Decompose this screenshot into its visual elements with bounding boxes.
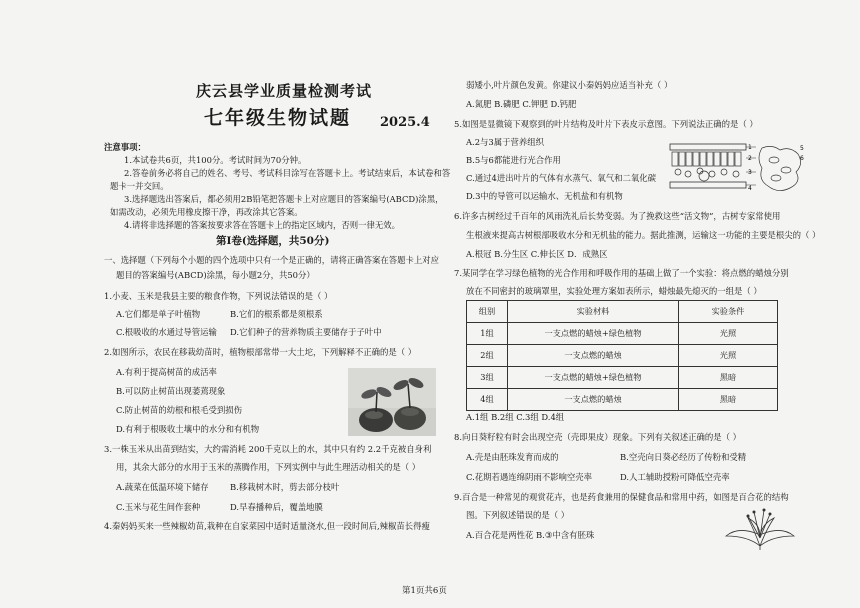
table-cell: 光照 xyxy=(679,345,778,367)
option-a: A.有利于提高树苗的成活率 xyxy=(116,367,217,377)
option-b: B.空壳向日葵必经历了传粉和受精 xyxy=(620,452,747,462)
notice-line: 1.本试卷共6页，共100分。考试时间为70分钟。 xyxy=(124,155,307,165)
option-b: B.5与6都能进行光合作用 xyxy=(466,155,561,165)
table-header-cell: 实验材料 xyxy=(508,301,679,323)
table-cell: 黑暗 xyxy=(679,367,778,389)
option-b: B.可以防止树苗出现萎蔫现象 xyxy=(116,386,226,396)
option-c: C.通过4进出叶片的气体有水蒸气、氧气和二氧化碳 xyxy=(466,173,656,183)
table-cell: 一支点燃的蜡烛 xyxy=(508,345,679,367)
table-cell: 一支点燃的蜡烛 xyxy=(508,389,679,411)
question-stem: 9.百合是一种常见的观赏花卉，也是药食兼用的保健食品和常用中药，如图是百合花的结构 xyxy=(454,492,789,502)
question-stem: 图。下列叙述错误的是（ ） xyxy=(466,510,570,520)
options-row: A.1组 B.2组 C.3组 D.4组 xyxy=(466,412,565,422)
question-stem: 弱矮小,叶片颜色发黄。你建议小秦妈妈应适当补充（ ） xyxy=(466,80,673,90)
table-cell: 光照 xyxy=(679,323,778,345)
question-stem: 生根液来提高古树根部吸收水分和无机盐的能力。据此推测，运输这一功能的主要是根尖的（ ） xyxy=(466,230,821,240)
table-cell: 2组 xyxy=(467,345,508,367)
option-a: A.壳是由胚珠发育而成的 xyxy=(466,452,559,462)
notice-line: 3.选择题选出答案后，都必须用2B铅笔把答题卡上对应题目的答案编号(ABCD)涂黑， xyxy=(124,194,444,204)
question-stem: 3.一株玉米从出苗到结实，大约需消耗 200千克以上的水，其中只有约 2.2千克被自身利 xyxy=(104,444,432,454)
label-4: 4 xyxy=(748,185,752,192)
table-cell: 黑暗 xyxy=(679,389,778,411)
seedling-transplant-image xyxy=(348,368,436,436)
notice-line: 题卡一并交回。 xyxy=(110,181,169,191)
label-3: 3 xyxy=(748,169,752,176)
table-cell: 一支点燃的蜡烛+绿色植物 xyxy=(508,323,679,345)
table-cell: 一支点燃的蜡烛+绿色植物 xyxy=(508,367,679,389)
exam-title: 庆云县学业质量检测考试 xyxy=(196,82,373,100)
section-instruction: 一、选择题（下列每个小题的四个选项中只有一个是正确的，请将正确答案在答题卡上对应 xyxy=(104,255,439,265)
table-row xyxy=(467,345,778,367)
experiment-table xyxy=(466,300,778,411)
question-stem: 用，其余大部分的水用于玉米的蒸腾作用，下列实例中与此生理活动相关的是（ ） xyxy=(116,462,421,472)
option-d: D.它们种子的营养物质主要储存于子叶中 xyxy=(230,327,382,337)
lily-flower-diagram xyxy=(718,506,802,550)
table-header-cell: 实验条件 xyxy=(679,301,778,323)
notice-heading: 注意事项： xyxy=(104,142,146,152)
options-row: A.氮肥 B.磷肥 C.钾肥 D.钙肥 xyxy=(466,99,577,109)
table-header-row xyxy=(467,301,778,323)
page-number: 第1页共6页 xyxy=(402,586,447,596)
question-stem: 1.小麦、玉米是我县主要的粮食作物，下列说法错误的是（ ） xyxy=(104,291,333,301)
table-header-cell: 组别 xyxy=(467,301,508,323)
option-c: C.根吸收的水通过导管运输 xyxy=(116,327,217,337)
question-stem: 放在不同密封的玻璃罩里，实验处理方案如表所示，蜡烛最先熄灭的一组是（ ） xyxy=(466,286,762,296)
option-d: D.有利于根吸收土壤中的水分和有机物 xyxy=(116,424,260,434)
question-stem: 5.如图是显微镜下观察到的叶片结构及叶片下表皮示意图。下列说法正确的是（ ） xyxy=(454,119,758,129)
table-cell: 3组 xyxy=(467,367,508,389)
question-stem: 2.如图所示，农民在移栽幼苗时，植物根部常带一大土坨，下列解释不正确的是（ ） xyxy=(104,347,417,357)
option-b: B.移栽树木时，剪去部分枝叶 xyxy=(230,482,340,492)
table-cell: 4组 xyxy=(467,389,508,411)
table-row xyxy=(467,367,778,389)
notice-line: 4.请将非选择题的答案按要求答在答题卡上的指定区域内，否则一律无效。 xyxy=(124,220,400,230)
option-d: D.人工辅助授粉可降低空壳率 xyxy=(620,472,730,482)
options-row: A.百合花是两性花 B.③中含有胚珠 xyxy=(466,530,595,540)
option-d: D.早春播种后，覆盖地膜 xyxy=(230,502,323,512)
notice-line: 2.答卷前务必将自己的姓名、考号、考试科目涂写在答题卡上。考试结束后，本试卷和答 xyxy=(124,168,451,178)
label-1: 1 xyxy=(748,144,752,151)
notice-line: 如需改动，必须先用橡皮擦干净，再改涂其它答案。 xyxy=(110,207,303,217)
option-a: A.它们都是单子叶植物 xyxy=(116,309,201,319)
part-title: 第Ⅰ卷(选择题，共50分) xyxy=(216,235,330,247)
option-c: C.防止树苗的幼根和根毛受到损伤 xyxy=(116,405,243,415)
options-row: A.根冠 B.分生区 C.伸长区 D．成熟区 xyxy=(466,249,608,259)
table-cell: 1组 xyxy=(467,323,508,345)
option-d: D.3中的导管可以运输水、无机盐和有机物 xyxy=(466,191,623,201)
subject-title: 七年级生物试题 xyxy=(204,107,352,129)
leaf-structure-diagram xyxy=(668,140,808,198)
question-stem: 7.某同学在学习绿色植物的光合作用和呼吸作用的基础上做了一个实验：将点燃的蜡烛分别 xyxy=(454,268,789,278)
question-stem: 4.秦妈妈买来一些辣椒幼苗,栽种在自家菜园中适时适量浇水,但一段时间后,辣椒苗长得瘦 xyxy=(104,521,430,531)
label-6: 6 xyxy=(800,155,804,162)
section-instruction: 题目的答案编号(ABCD)涂黑，每小题2分，共50分） xyxy=(116,270,315,280)
option-a: A.蔬菜在低温环境下储存 xyxy=(116,482,209,492)
option-c: C.玉米与花生间作套种 xyxy=(116,502,201,512)
option-b: B.它们的根系都是须根系 xyxy=(230,309,323,319)
exam-date: 2025.4 xyxy=(380,115,430,130)
question-stem: 8.向日葵籽粒有时会出现空壳（壳即果皮）现象。下列有关叙述正确的是（ ） xyxy=(454,432,742,442)
table-row xyxy=(467,389,778,411)
option-a: A.2与3属于营养组织 xyxy=(466,137,544,147)
label-5: 5 xyxy=(800,145,804,152)
table-row xyxy=(467,323,778,345)
label-2: 2 xyxy=(748,155,752,162)
question-stem: 6.许多古树经过千百年的风雨洗礼后长势变弱。为了挽救这些“活文物”，古树专家常使用 xyxy=(454,211,781,221)
option-c: C.花期若遇连绵阴雨不影响空壳率 xyxy=(466,472,593,482)
